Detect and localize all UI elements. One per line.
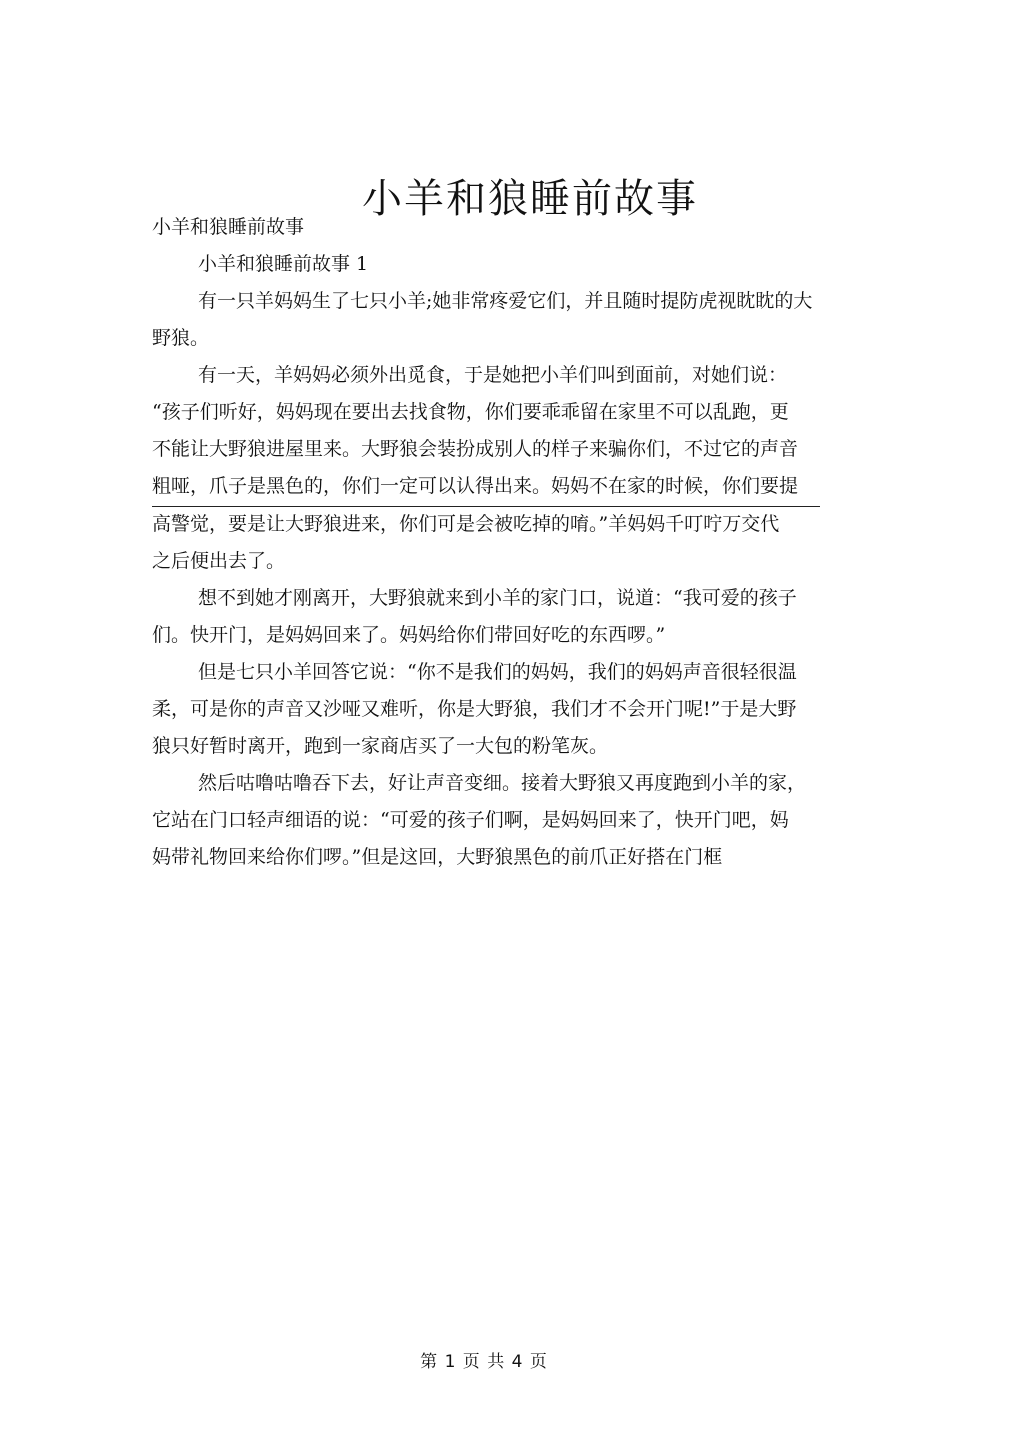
paragraph: 有一天，羊妈妈必须外出觅食，于是她把小羊们叫到面前，对她们说： xyxy=(198,364,788,386)
paragraph: 野狼。 xyxy=(152,327,210,349)
paragraph: 柔，可是你的声音又沙哑又难听，你是大野狼，我们才不会开门呢!”于是大野 xyxy=(152,698,797,720)
paragraph: 它站在门口轻声细语的说：“可爱的孩子们啊，是妈妈回来了，快开门吧，妈 xyxy=(152,809,789,831)
paragraph: 有一只羊妈妈生了七只小羊;她非常疼爱它们，并且随时提防虎视眈眈的大 xyxy=(198,290,813,312)
paragraph: 妈带礼物回来给你们啰。”但是这回，大野狼黑色的前爪正好搭在门框 xyxy=(152,846,723,868)
paragraph: 粗哑，爪子是黑色的，你们一定可以认得出来。妈妈不在家的时候，你们要提 xyxy=(152,475,799,497)
document-body xyxy=(152,214,820,881)
paragraph: 然后咕噜咕噜吞下去，好让声音变细。接着大野狼又再度跑到小羊的家， xyxy=(198,772,807,794)
paragraph: “孩子们听好，妈妈现在要出去找食物，你们要乖乖留在家里不可以乱跑，更 xyxy=(152,401,789,423)
paragraph: 们。快开门，是妈妈回来了。妈妈给你们带回好吃的东西啰。” xyxy=(152,624,666,646)
horizontal-rule xyxy=(152,506,820,507)
section-heading: 小羊和狼睡前故事 1 xyxy=(198,253,369,275)
paragraph: 想不到她才刚离开，大野狼就来到小羊的家门口，说道：“我可爱的孩子 xyxy=(198,587,797,609)
paragraph: 高警觉，要是让大野狼进来，你们可是会被吃掉的唷。”羊妈妈千叮咛万交代 xyxy=(152,513,780,535)
paragraph: 但是七只小羊回答它说：“你不是我们的妈妈，我们的妈妈声音很轻很温 xyxy=(198,661,797,683)
paragraph: 狼只好暂时离开，跑到一家商店买了一大包的粉笔灰。 xyxy=(152,735,609,757)
subtitle: 小羊和狼睡前故事 xyxy=(152,216,305,238)
paragraph: 之后便出去了。 xyxy=(152,550,286,572)
document-title: 小羊和狼睡前故事 xyxy=(362,175,698,222)
page-footer: 第 1 页 共 4 页 xyxy=(420,1352,548,1372)
paragraph: 不能让大野狼进屋里来。大野狼会装扮成别人的样子来骗你们，不过它的声音 xyxy=(152,438,799,460)
